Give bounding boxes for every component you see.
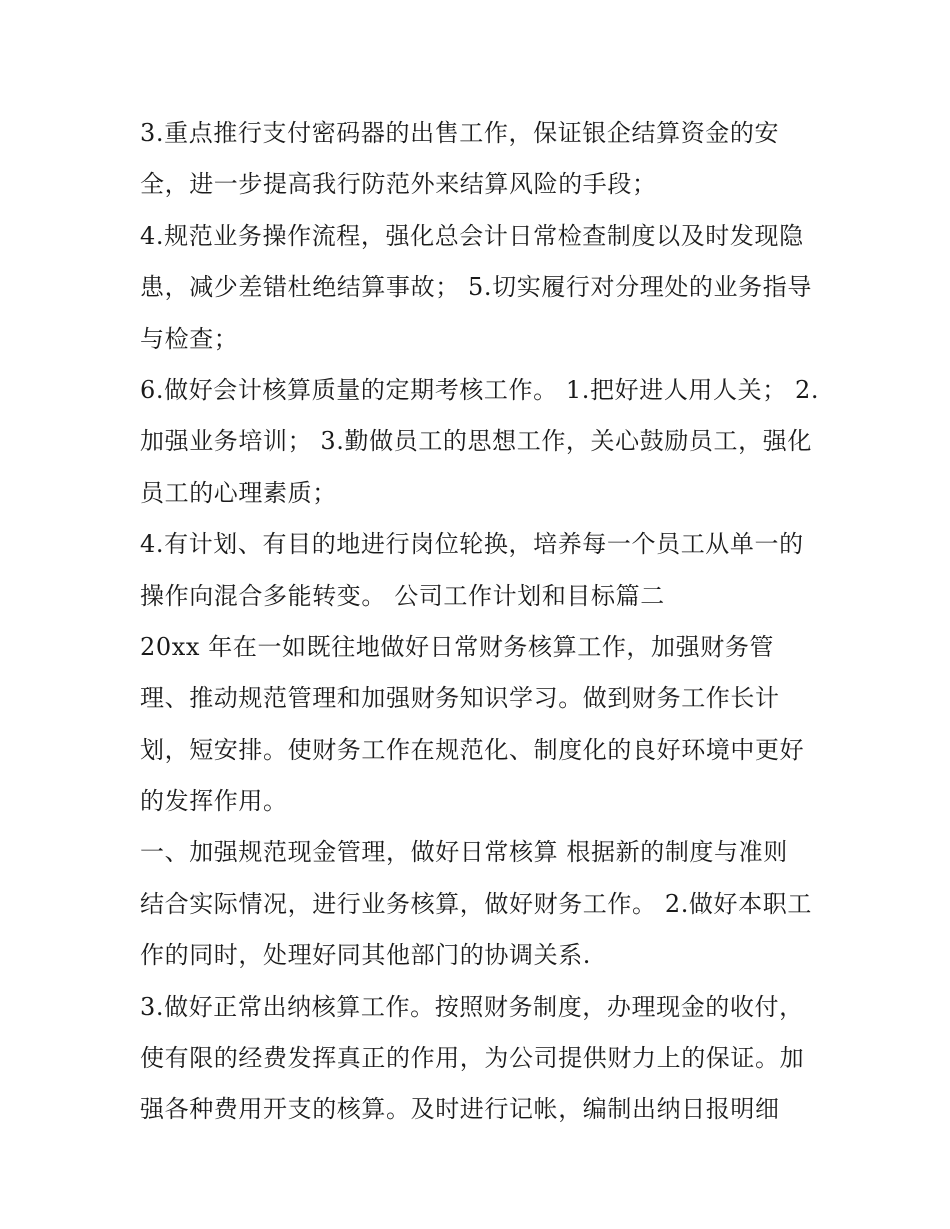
text-line: 患，减少差错杜绝结算事故； 5.切实履行对分理处的业务指导 bbox=[140, 273, 812, 302]
text-line: 一、加强规范现金管理，做好日常核算 根据新的制度与准则 bbox=[140, 838, 788, 867]
text-line: 理、推动规范管理和加强财务知识学习。做到财务工作长计 bbox=[140, 684, 780, 713]
text-line: 3.做好正常出纳核算工作。按照财务制度，办理现金的收付， bbox=[140, 992, 804, 1021]
text-line: 20xx 年在一如既往地做好日常财务核算工作，加强财务管 bbox=[140, 632, 775, 661]
text-line: 使有限的经费发挥真正的作用，为公司提供财力上的保证。加 bbox=[140, 1044, 805, 1073]
document-body bbox=[140, 108, 840, 1136]
text-line: 3.重点推行支付密码器的出售工作，保证银企结算资金的安 bbox=[140, 119, 780, 147]
text-line: 操作向混合多能转变。 公司工作计划和目标篇二 bbox=[140, 581, 665, 610]
text-line: 结合实际情况，进行业务核算，做好财务工作。 2.做好本职工 bbox=[140, 889, 812, 918]
text-line: 4.规范业务操作流程，强化总会计日常检查制度以及时发现隐 bbox=[140, 221, 804, 250]
text-line: 加强业务培训； 3.勤做员工的思想工作，关心鼓励员工，强化 bbox=[140, 427, 812, 456]
text-line: 与检查； bbox=[140, 324, 239, 353]
text-line: 划，短安排。使财务工作在规范化、制度化的良好环境中更好 bbox=[140, 735, 805, 764]
text-line: 全，进一步提高我行防范外来结算风险的手段； bbox=[140, 170, 657, 199]
text-line: 6.做好会计核算质量的定期考核工作。 1.把好进人用人关； 2. bbox=[140, 375, 820, 404]
text-line: 4.有计划、有目的地进行岗位轮换，培养每一个员工从单一的 bbox=[140, 530, 804, 559]
text-line: 强各种费用开支的核算。及时进行记帐，编制出纳日报明细 bbox=[140, 1095, 780, 1124]
text-line: 员工的心理素质； bbox=[140, 478, 337, 507]
text-line: 作的同时，处理好同其他部门的协调关系. bbox=[140, 941, 592, 970]
text-line: 的发挥作用。 bbox=[140, 787, 288, 816]
